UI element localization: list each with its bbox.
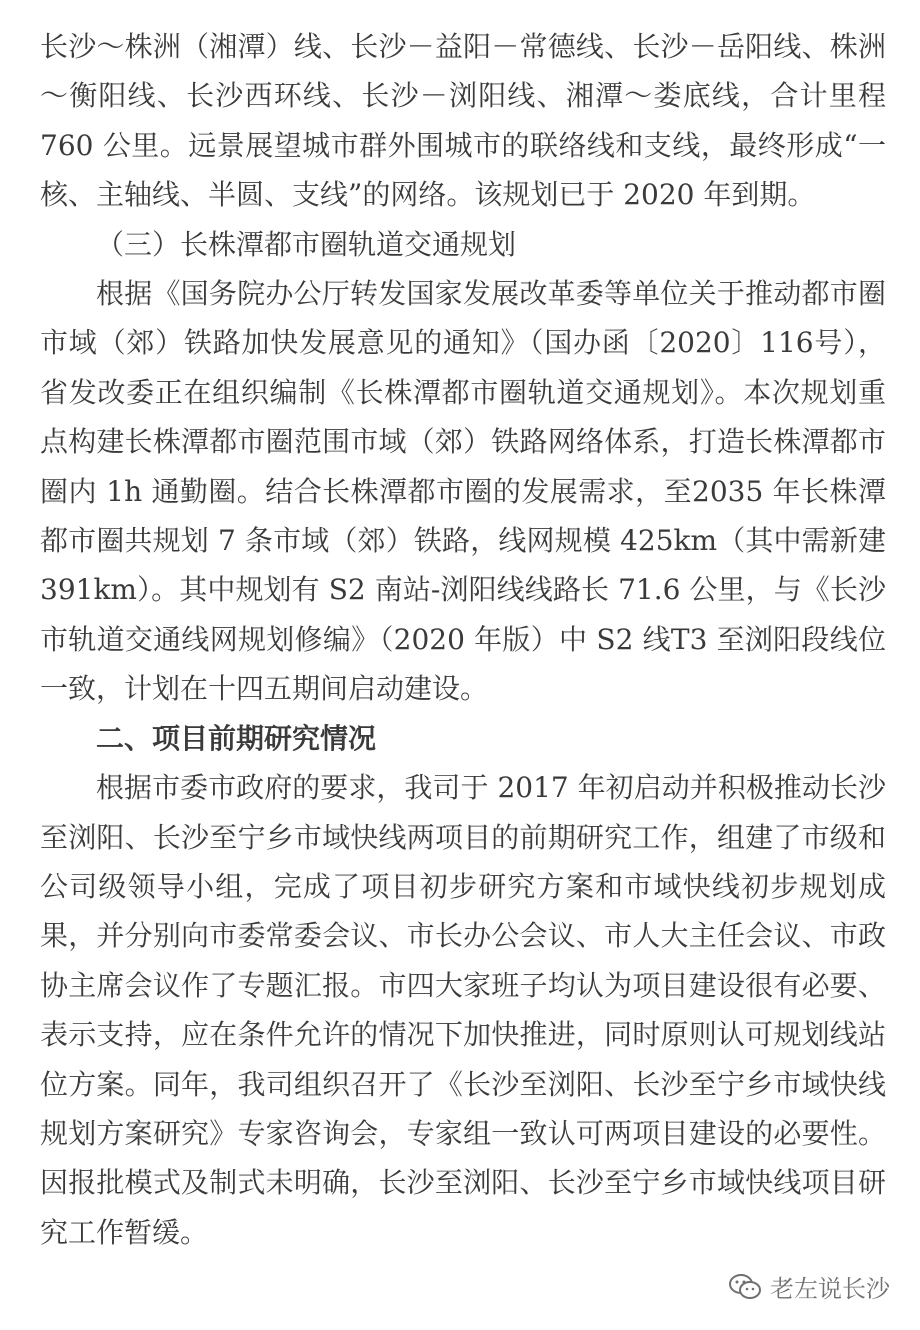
section-heading-preliminary-research: 二、项目前期研究情况 xyxy=(96,721,377,755)
subheading-metro-rail-plan: （三）长株潭都市圈轨道交通规划 xyxy=(96,227,517,261)
paragraph-metro-rail-plan: 根据《国务院办公厅转发国家发展改革委等单位关于推动都市圈市域（郊）铁路加快发展意见的通知》（国办函〔2020〕116号），省发改委正在组织编制《长株潭都市圈轨道交通规划》。本次规划重点构建长株潭都市圈范围市域（郊）铁路网络体系，打造长株潭都市圈内 1h 通勤圈。结合长株潭都市圈的发展需求，至2035 年长株潭都市圈共规划 7 条市域（郊）铁路，线网规模 425km（其中需新建 391km）。其中规划有 S2 南站-浏阳线线路长 71.6 公里，与《长沙市轨道交通线网规划修编》（2020 年版）中 S2 线T3 至浏阳段线位一致，计划在十四五期间启动建设。 xyxy=(40,277,886,706)
paragraph-continued: 长沙～株洲（湘潭）线、长沙－益阳－常德线、长沙－岳阳线、株洲～衡阳线、长沙西环线、长沙－浏阳线、湘潭～娄底线，合计里程 760 公里。远景展望城市群外围城市的联络线和支线，最终形成“一核、主轴线、半圆、支线”的网络。该规划已于 2020 年到期。 xyxy=(40,30,886,212)
watermark-text: 老左说长沙 xyxy=(770,1275,890,1303)
watermark xyxy=(728,1269,890,1304)
paragraph-preliminary-research: 根据市委市政府的要求，我司于 2017 年初启动并积极推动长沙至浏阳、长沙至宁乡市域快线两项目的前期研究工作，组建了市级和公司级领导小组，完成了项目初步研究方案和市域快线初步规划成果，并分别向市委常委会议、市长办公会议、市人大主任会议、市政协主席会议作了专题汇报。市四大家班子均认为项目建设很有必要、表示支持，应在条件允许的情况下加快推进，同时原则认可规划线站位方案。同年，我司组织召开了《长沙至浏阳、长沙至宁乡市域快线规划方案研究》专家咨询会，专家组一致认可两项目建设的必要性。因报批模式及制式未明确，长沙至浏阳、长沙至宁乡市域快线项目研究工作暂缓。 xyxy=(40,771,886,1249)
wechat-icon xyxy=(728,1272,762,1302)
